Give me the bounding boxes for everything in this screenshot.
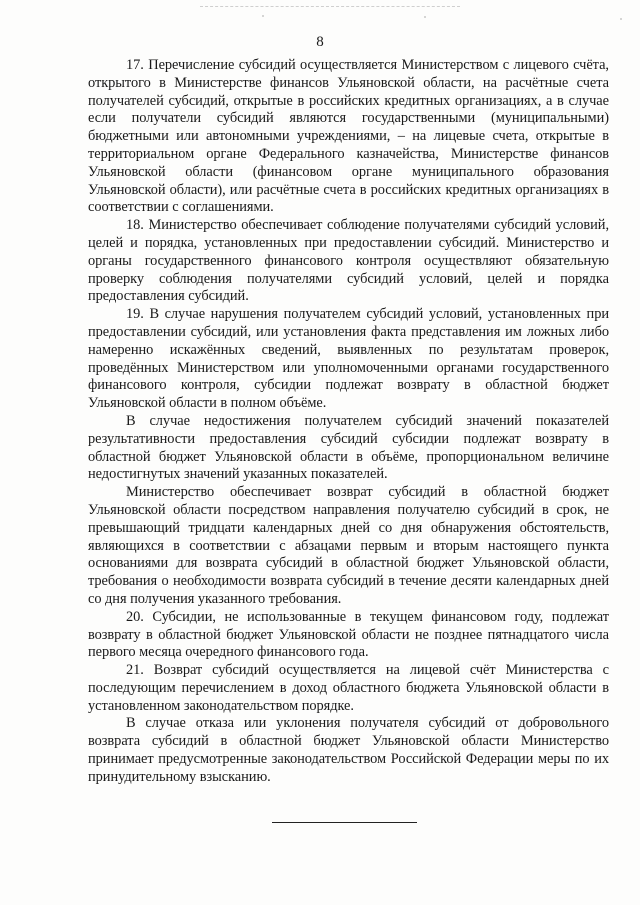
scan-speck [424,16,426,18]
paragraph-19-part-2: В случае недостижения получателем субсидий значений показателей результативности предоставления субсидий субсидии подлежат возврату в областной бюджет Ульяновской области в объёме, пропорциональном величине недостигнутых значений указанных показателей. [88,412,609,483]
paragraph-19-part-3: Министерство обеспечивает возврат субсидий в областной бюджет Ульяновской области посредством направления получателю субсидий в срок, не превышающий тридцати календарных дней со дня обнаружения обстоятельств, являющихся в соответствии с абзацами первым и вторым настоящего пункта основаниями для возврата субсидий в областной бюджет Ульяновской области, требования о необходимости возврата субсидий в течение десяти календарных дней со дня получения указанного требования. [88,484,609,607]
scan-artifact-line [200,6,460,8]
closing-divider-line [272,822,417,823]
paragraph-20: 20. Субсидии, не использованные в текущем финансовом году, подлежат возврату в областной бюджет Ульяновской области не позднее пятнадцатого числа первого месяца очередного финансового года. [88,608,609,661]
scan-speck [262,15,264,17]
paragraph-18: 18. Министерство обеспечивает соблюдение получателями субсидий условий, целей и порядка, установленных при предоставлении субсидий. Министерство и органы государственного финансового контроля осуществляют обязательную проверку соблюдения получателями субсидий условий, целей и порядка предоставления субсидий. [88,217,609,305]
paragraph-19: 19. В случае нарушения получателем субсидий условий, установленных при предоставлении субсидий, или установления факта представления им ложных либо намеренно искажённых сведений, выявленных по результатам проверок, проведённых Министерством или уполномоченными органами государственного финансового контроля, субсидии подлежат возврату в областной бюджет Ульяновской области в полном объёме. [88,306,609,412]
paragraph-21: 21. Возврат субсидий осуществляется на лицевой счёт Министерства с последующим перечислением в доход областного бюджета Ульяновской области в установленном законодательством порядке. [88,662,609,714]
scan-speck [620,18,622,20]
page-number: 8 [316,34,324,50]
paragraph-21-part-2: В случае отказа или уклонения получателя субсидий от добровольного возврата субсидий в областной бюджет Ульяновской области Министерство принимает предусмотренные законодательством Российской Федерации меры по их принудительному взысканию. [88,715,609,785]
document-body [88,57,609,787]
paragraph-17: 17. Перечисление субсидий осуществляется Министерством с лицевого счёта, открытого в Министерстве финансов Ульяновской области, на расчётные счета получателей субсидий, открытые в российских кредитных организациях, а в случае если получатели субсидий являются государственными (муниципальными) бюджетными или автономными учреждениями, – на лицевые счета, открытые в территориальном органе Федерального казначейства, Министерстве финансов Ульяновской области (финансовом органе муниципального образования Ульяновской области), или расчётные счета в российских кредитных организациях в соответствии с соглашениями. [88,57,609,216]
